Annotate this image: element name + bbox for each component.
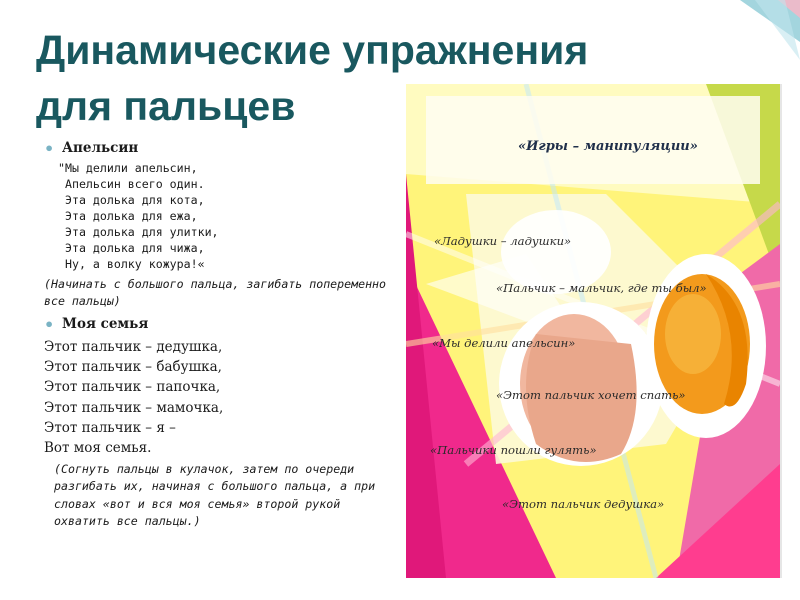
picture-caption-4: «Этот пальчик хочет спать» [496, 388, 686, 402]
family-line-1: Этот пальчик – дедушка, [44, 339, 223, 355]
family-line-6: Вот моя семья. [44, 440, 152, 457]
picture-caption-6: «Этот пальчик дедушка» [502, 497, 665, 511]
picture-caption-2: «Пальчик – мальчик, где ты был» [496, 281, 707, 295]
title-line-1: Динамические упражнения [36, 27, 589, 73]
picture-heading: «Игры – манипуляции» [518, 139, 698, 154]
picture-caption-3: «Мы делили апельсин» [432, 336, 576, 350]
illustration-panel [406, 84, 782, 578]
family-line-5: Этот пальчик – я – [44, 419, 176, 436]
orange-poem: "Мы делили апельсин, Апельсин всего один. Эта долька для кота, Эта долька для ежа, Эта долька для улитки, Эта долька для чижа, Ну, а волку кожура!« [58, 161, 219, 271]
family-line-3: Этот пальчик – папочка, [44, 379, 221, 396]
family-heading: • Моя семья [44, 316, 396, 333]
picture-caption-1: «Ладушки – ладушки» [434, 234, 572, 248]
family-instruction: (Согнуть пальцы в кулачок, затем по очереди разгибать их, начиная с большого пальца, а при словах «вот и вся моя семья» второй рукой охватить все пальцы.) [54, 462, 376, 528]
corner-decoration [660, 0, 800, 70]
family-line-4: Этот пальчик – мамочка, [44, 399, 224, 416]
picture-caption-5: «Пальчики пошли гулять» [430, 443, 597, 457]
text-content [44, 140, 396, 530]
orange-instruction: (Начинать с большого пальца, загибать попеременно все пальцы) [44, 277, 387, 308]
family-line-2: Этот пальчик – бабушка, [44, 359, 222, 376]
orange-heading: • Апельсин [44, 140, 396, 157]
title-line-2: для пальцев [36, 83, 296, 129]
